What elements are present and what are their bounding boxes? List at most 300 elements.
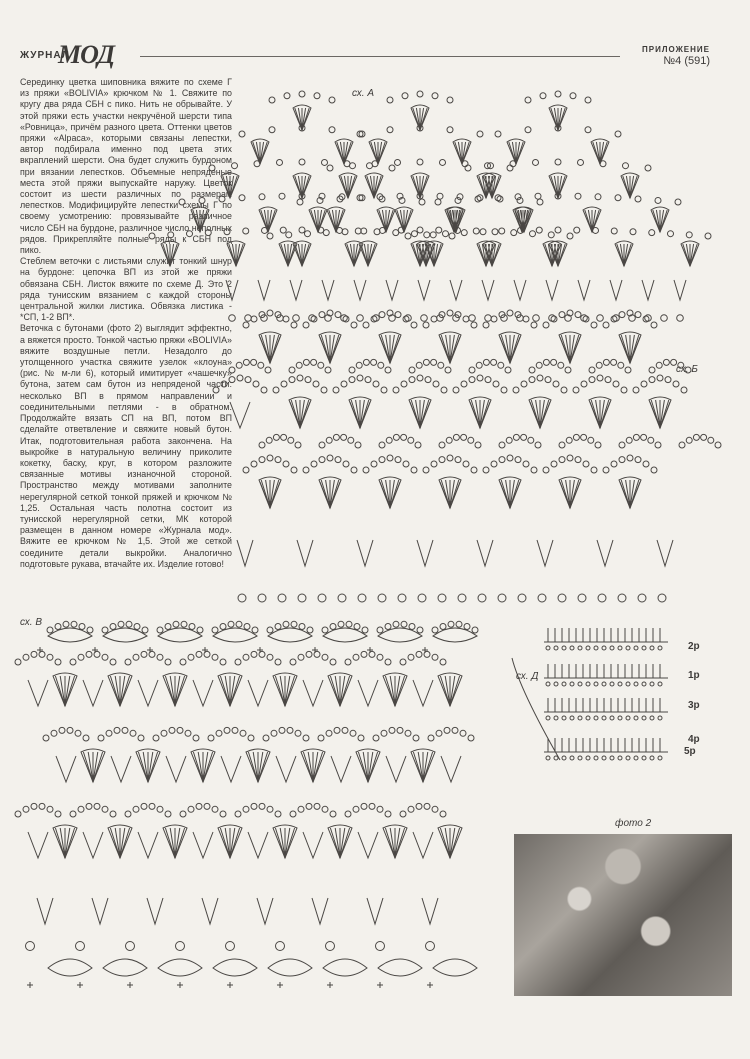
- v-stitch: [138, 680, 158, 706]
- stitch-line: [55, 828, 65, 858]
- chain-stitch: [618, 682, 622, 686]
- chain-stitch: [63, 621, 69, 627]
- chain-stitch: [679, 442, 685, 448]
- chain-stitch: [529, 367, 535, 373]
- chain-stitch: [251, 359, 257, 365]
- chain-stitch: [648, 437, 654, 443]
- chain-stitch: [125, 659, 131, 665]
- chain-stitch: [239, 195, 245, 201]
- chain-stitch: [165, 659, 171, 665]
- chain-stitch: [585, 127, 591, 133]
- chain-stitch: [26, 942, 35, 951]
- v-stitch: [83, 680, 103, 706]
- stitch-line: [303, 752, 313, 782]
- chain-stitch: [507, 165, 513, 171]
- chain-stitch: [431, 316, 437, 322]
- chain-stitch: [267, 233, 273, 239]
- stitch-line: [236, 244, 243, 266]
- chain-stitch: [626, 646, 630, 650]
- chain-stitch: [643, 461, 649, 467]
- chain-stitch: [377, 654, 383, 660]
- chain-stitch: [393, 387, 399, 393]
- chain-stitch: [345, 659, 351, 665]
- chain-stitch: [279, 727, 285, 733]
- chain-stitch: [649, 367, 655, 373]
- chain-stitch: [432, 627, 438, 633]
- chain-stitch: [321, 387, 327, 393]
- chain-stitch: [658, 682, 662, 686]
- chain-stitch: [259, 651, 265, 657]
- chain-stitch: [385, 811, 391, 817]
- stitch-line: [148, 752, 153, 782]
- single-crochet: [127, 982, 133, 988]
- v-stitch: [193, 680, 213, 706]
- chain-stitch: [655, 197, 661, 203]
- chain-stitch: [424, 232, 430, 238]
- single-crochet: [427, 982, 433, 988]
- chain-stitch: [591, 467, 597, 473]
- chain-stitch: [43, 735, 49, 741]
- stitch-line: [330, 335, 334, 363]
- chain-stitch: [634, 716, 638, 720]
- chain-stitch: [204, 803, 210, 809]
- chain-stitch: [401, 381, 407, 387]
- stitch-line: [566, 335, 570, 363]
- chain-stitch: [491, 359, 497, 365]
- stitch-line: [476, 400, 480, 428]
- stitch-line: [510, 480, 514, 508]
- chain-stitch: [387, 127, 393, 133]
- chain-stitch: [650, 716, 654, 720]
- chain-stitch: [561, 387, 567, 393]
- stitch-line: [220, 676, 230, 706]
- stitch-line: [270, 335, 274, 363]
- chain-stitch: [505, 367, 511, 373]
- chain-stitch: [618, 716, 622, 720]
- stitch-line: [223, 176, 230, 198]
- chain-stitch: [205, 230, 211, 236]
- chain-stitch: [283, 461, 289, 467]
- stitch-line: [326, 335, 330, 363]
- chain-stitch: [216, 730, 222, 736]
- chain-stitch: [229, 367, 235, 373]
- chain-stitch: [118, 621, 124, 627]
- chain-stitch: [417, 375, 423, 381]
- chain-stitch: [575, 312, 581, 318]
- chain-stitch: [387, 97, 393, 103]
- stitch-line: [220, 828, 230, 858]
- chain-stitch: [551, 359, 557, 365]
- stitch-line: [368, 752, 373, 782]
- chain-stitch: [535, 193, 541, 199]
- stitch-line: [418, 752, 423, 782]
- chain-stitch: [213, 387, 219, 393]
- chain-stitch: [469, 315, 476, 322]
- chain-stitch: [591, 322, 597, 328]
- single-crochet: [177, 982, 183, 988]
- chain-stitch: [357, 315, 364, 322]
- chain-stitch: [668, 231, 674, 237]
- leaf-stitch: [103, 628, 147, 642]
- chain-stitch: [346, 621, 352, 627]
- chain-stitch: [338, 594, 346, 602]
- chain-stitch: [385, 659, 391, 665]
- stitch-line: [395, 676, 405, 706]
- chain-stitch: [303, 735, 309, 741]
- chain-stitch: [619, 457, 625, 463]
- chain-stitch: [586, 646, 590, 650]
- stitch-line: [340, 676, 350, 706]
- stitch-line: [302, 108, 309, 130]
- stitch-line: [397, 210, 404, 232]
- stitch-line: [600, 400, 604, 428]
- chain-stitch: [638, 594, 646, 602]
- leaf-stitch: [433, 959, 477, 976]
- single-crochet: [277, 982, 283, 988]
- chain-stitch: [180, 811, 186, 817]
- chain-stitch: [181, 621, 187, 627]
- chain-stitch: [426, 942, 435, 951]
- chain-stitch: [356, 362, 362, 368]
- scheme-b-label: сх. Б: [676, 364, 698, 375]
- chain-stitch: [413, 735, 419, 741]
- chain-stitch: [431, 461, 437, 467]
- chain-stitch: [405, 233, 411, 239]
- chain-stitch: [314, 93, 320, 99]
- chain-stitch: [314, 803, 320, 809]
- chain-stitch: [701, 434, 707, 440]
- chain-stitch: [55, 811, 61, 817]
- stitch-line: [230, 828, 235, 858]
- chain-stitch: [439, 442, 445, 448]
- chain-stitch: [362, 627, 368, 633]
- stitch-line: [340, 828, 350, 858]
- chain-stitch: [476, 362, 482, 368]
- chain-stitch: [276, 942, 285, 951]
- stitch-line: [266, 480, 270, 508]
- chain-stitch: [521, 381, 527, 387]
- chain-stitch: [280, 227, 286, 233]
- stitch-line: [630, 480, 634, 508]
- chain-stitch: [570, 756, 574, 760]
- stitch-line: [285, 828, 295, 858]
- chain-stitch: [675, 199, 681, 205]
- v-stitch: [230, 402, 250, 428]
- chain-stitch: [275, 457, 281, 463]
- chain-stitch: [417, 159, 423, 165]
- chain-stitch: [594, 756, 598, 760]
- chain-stitch: [411, 322, 417, 328]
- chain-stitch: [540, 93, 546, 99]
- stitch-line: [445, 828, 450, 858]
- stitch-line: [690, 244, 697, 266]
- v-stitch: [441, 756, 461, 782]
- chain-stitch: [313, 381, 319, 387]
- chain-stitch: [551, 461, 557, 467]
- chain-stitch: [196, 651, 202, 657]
- chain-stitch: [235, 811, 241, 817]
- chain-stitch: [555, 227, 561, 233]
- chain-stitch: [281, 381, 287, 387]
- stitch-line: [330, 480, 334, 508]
- chain-stitch: [602, 716, 606, 720]
- chain-stitch: [355, 442, 361, 448]
- chain-stitch: [633, 434, 639, 440]
- chain-stitch: [562, 716, 566, 720]
- chain-stitch: [554, 716, 558, 720]
- stitch-line: [326, 480, 330, 508]
- chain-stitch: [665, 377, 671, 383]
- stitch-line: [170, 676, 175, 706]
- chain-stitch: [570, 93, 576, 99]
- chain-stitch: [243, 228, 249, 234]
- stitch-line: [175, 676, 185, 706]
- stitch-line: [656, 400, 660, 428]
- chain-stitch: [436, 730, 442, 736]
- chain-stitch: [538, 594, 546, 602]
- chain-stitch: [376, 942, 385, 951]
- chain-stitch: [212, 806, 218, 812]
- stitch-line: [60, 676, 65, 706]
- chain-stitch: [106, 730, 112, 736]
- diagram-d: [512, 628, 668, 760]
- stitch-line: [270, 480, 274, 508]
- chain-stitch: [245, 377, 251, 383]
- chain-stitch: [635, 312, 641, 318]
- chain-stitch: [686, 232, 692, 238]
- v-stitch: [610, 280, 622, 300]
- stitch-line: [260, 142, 267, 164]
- chain-stitch: [385, 623, 391, 629]
- row-label: 1р: [688, 670, 700, 681]
- chain-stitch: [574, 227, 580, 233]
- chain-stitch: [243, 654, 249, 660]
- v-stitch: [367, 898, 383, 924]
- stitch-line: [313, 752, 318, 782]
- chain-stitch: [492, 229, 498, 235]
- chain-stitch: [438, 362, 444, 368]
- chain-stitch: [431, 359, 437, 365]
- chain-stitch: [187, 231, 193, 237]
- chain-stitch: [440, 811, 446, 817]
- chain-stitch: [511, 230, 517, 236]
- scheme-d-label: сх. Д: [516, 671, 539, 682]
- stitch-line: [395, 828, 405, 858]
- stitch-line: [281, 244, 288, 266]
- chain-stitch: [600, 161, 606, 167]
- chain-stitch: [130, 730, 136, 736]
- chain-stitch: [485, 377, 491, 383]
- chain-stitch: [318, 735, 324, 741]
- v-stitch: [147, 898, 163, 924]
- chain-stitch: [610, 716, 614, 720]
- chain-stitch: [438, 594, 446, 602]
- stitch-line: [120, 676, 130, 706]
- stitch-line: [302, 244, 309, 266]
- row-label: 5р: [684, 746, 696, 757]
- v-stitch: [290, 280, 302, 300]
- chain-stitch: [589, 367, 595, 373]
- stitch-line: [455, 142, 462, 164]
- leaf-stitch: [158, 628, 202, 642]
- chain-stitch: [235, 659, 241, 665]
- chain-stitch: [290, 811, 296, 817]
- chain-stitch: [102, 806, 108, 812]
- chain-stitch: [363, 359, 369, 365]
- chain-stitch: [499, 457, 505, 463]
- leaf-stitch: [378, 628, 422, 642]
- chain-stitch: [554, 646, 558, 650]
- chain-stitch: [531, 467, 537, 473]
- stitch-line: [230, 828, 240, 858]
- v-stitch: [657, 540, 673, 566]
- chain-stitch: [708, 437, 714, 443]
- stitch-line: [143, 752, 148, 782]
- chain-stitch: [273, 387, 279, 393]
- stitch-line: [596, 400, 600, 428]
- chain-stitch: [605, 377, 611, 383]
- chain-stitch: [453, 434, 459, 440]
- chain-stitch: [243, 467, 249, 473]
- chain-stitch: [447, 97, 453, 103]
- chain-stitch: [537, 375, 543, 381]
- chain-stitch: [259, 803, 265, 809]
- stitch-line: [630, 335, 634, 363]
- chain-stitch: [224, 727, 230, 733]
- chain-stitch: [229, 315, 236, 322]
- chain-stitch: [408, 654, 414, 660]
- chain-stitch: [555, 91, 561, 97]
- chain-stitch: [395, 312, 401, 318]
- chain-stitch: [86, 803, 92, 809]
- chain-stitch: [297, 199, 303, 205]
- chain-stitch: [338, 621, 344, 627]
- chain-stitch: [377, 806, 383, 812]
- diagram-v: [15, 621, 478, 988]
- chain-stitch: [570, 682, 574, 686]
- chain-stitch: [252, 627, 258, 633]
- chain-stitch: [98, 735, 104, 741]
- chain-stitch: [326, 730, 332, 736]
- v-stitch: [226, 280, 238, 300]
- chain-stitch: [275, 811, 281, 817]
- chain-stitch: [298, 594, 306, 602]
- stitch-line: [275, 828, 285, 858]
- chain-stitch: [351, 322, 357, 328]
- stitch-line: [60, 828, 65, 858]
- chain-stitch: [361, 803, 367, 809]
- chain-stitch: [465, 165, 471, 171]
- chain-stitch: [525, 127, 531, 133]
- leaf-stitch: [48, 628, 92, 642]
- chain-stitch: [575, 193, 581, 199]
- chain-stitch: [289, 367, 295, 373]
- chain-stitch: [133, 806, 139, 812]
- v-stitch: [237, 540, 253, 566]
- stitch-line: [285, 828, 290, 858]
- chain-stitch: [157, 654, 163, 660]
- chain-stitch: [204, 651, 210, 657]
- paragraph: Серединку цветка шиповника вяжите по схеме Г из пряжи «BOLIVIA» крючком № 1. Свяжите по кругу два ряда СБН с пико. Нить не обрывайте. У этой пряжи есть участки некручёной шерсти типа «Ровница», причём разного цвета. Оттенки цветов пряжи «Alpaca», которыми связаны лепестки, автор подбирала именно под цвета этих вкраплений шерсти. Она будет служить бурдоном при вязании лепестков. Объемные непряденые места этой пряжи выпускайте наружу. Цветок состоит из шести различных по размерам лепестков. Модифицируйте лепестки схемы Г по своему усмотрению: провязывайте различное число СБН на бурдоне, различное число неполных рядов. Прикрепляйте полные ряды к СБН под пико.: [20, 77, 232, 256]
- chain-stitch: [462, 161, 468, 167]
- chain-stitch: [236, 362, 242, 368]
- chain-stitch: [229, 377, 235, 383]
- chain-stitch: [686, 437, 692, 443]
- chain-stitch: [523, 316, 529, 322]
- chain-stitch: [456, 621, 462, 627]
- v-stitch: [354, 280, 366, 300]
- chain-stitch: [491, 461, 497, 467]
- chain-stitch: [281, 434, 287, 440]
- chain-stitch: [473, 228, 479, 234]
- stitch-line: [570, 335, 574, 363]
- chain-stitch: [286, 232, 292, 238]
- stitch-line: [551, 108, 558, 130]
- stitch-line: [198, 752, 203, 782]
- stitch-line: [83, 752, 93, 782]
- stitch-line: [340, 828, 345, 858]
- row-label: 2р: [688, 641, 700, 652]
- stitch-line: [115, 828, 120, 858]
- v-stitch: [92, 898, 108, 924]
- stitch-line: [624, 244, 631, 266]
- chain-stitch: [177, 727, 183, 733]
- chain-stitch: [598, 594, 606, 602]
- chain-stitch: [460, 730, 466, 736]
- stitch-line: [510, 335, 514, 363]
- chain-stitch: [385, 367, 391, 373]
- chain-stitch: [371, 359, 377, 365]
- stitch-line: [540, 400, 544, 428]
- chain-stitch: [259, 442, 265, 448]
- stitch-line: [275, 676, 285, 706]
- chain-stitch: [593, 227, 599, 233]
- chain-stitch: [275, 659, 281, 665]
- chain-stitch: [441, 387, 447, 393]
- chain-stitch: [412, 231, 418, 237]
- stitch-line: [450, 676, 460, 706]
- chain-stitch: [357, 375, 363, 381]
- chain-stitch: [529, 377, 535, 383]
- stitch-line: [356, 400, 360, 428]
- chain-stitch: [447, 127, 453, 133]
- chain-stitch: [559, 442, 565, 448]
- chain-stitch: [349, 367, 355, 373]
- chain-stitch: [554, 682, 558, 686]
- chain-stitch: [417, 91, 423, 97]
- leaf-stitch: [213, 628, 257, 642]
- stitch-line: [313, 752, 323, 782]
- chain-stitch: [478, 594, 486, 602]
- chain-stitch: [47, 806, 53, 812]
- chain-stitch: [633, 387, 639, 393]
- chain-stitch: [498, 362, 504, 368]
- chain-stitch: [581, 381, 587, 387]
- chain-stitch: [298, 806, 304, 812]
- leaf-stitch: [158, 959, 202, 976]
- chain-stitch: [305, 231, 311, 237]
- chain-stitch: [333, 434, 339, 440]
- photo-caption: фото 2: [615, 818, 652, 829]
- stitch-line: [165, 828, 175, 858]
- chain-stitch: [78, 654, 84, 660]
- chain-stitch: [134, 623, 140, 629]
- stitch-line: [660, 210, 667, 232]
- chain-stitch: [333, 387, 339, 393]
- chain-stitch: [433, 381, 439, 387]
- leaf-stitch: [323, 959, 367, 976]
- chain-stitch: [423, 322, 429, 328]
